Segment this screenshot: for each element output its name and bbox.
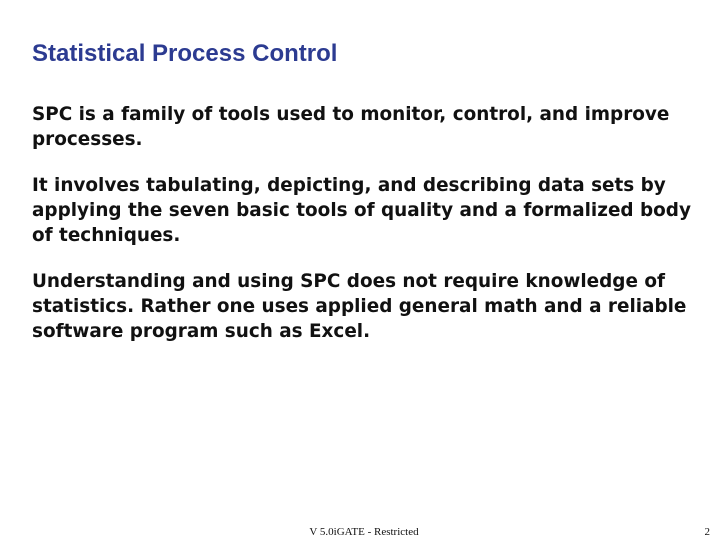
- paragraph-spc-understanding: Understanding and using SPC does not require knowledge of statistics. Rather one uses applied general math and a reliable software program such as Excel.: [32, 271, 687, 342]
- slide-body: [32, 102, 702, 365]
- slide-title: Statistical Process Control: [32, 40, 338, 67]
- paragraph-spc-definition: SPC is a family of tools used to monitor, control, and improve processes.: [32, 104, 670, 150]
- paragraph-spc-involves: It involves tabulating, depicting, and describing data sets by applying the seven basic tools of quality and a formalized body of techniques.: [32, 175, 691, 246]
- footer-page-number: 2: [704, 526, 710, 538]
- footer-version-label: V 5.0iGATE - Restricted: [309, 526, 419, 538]
